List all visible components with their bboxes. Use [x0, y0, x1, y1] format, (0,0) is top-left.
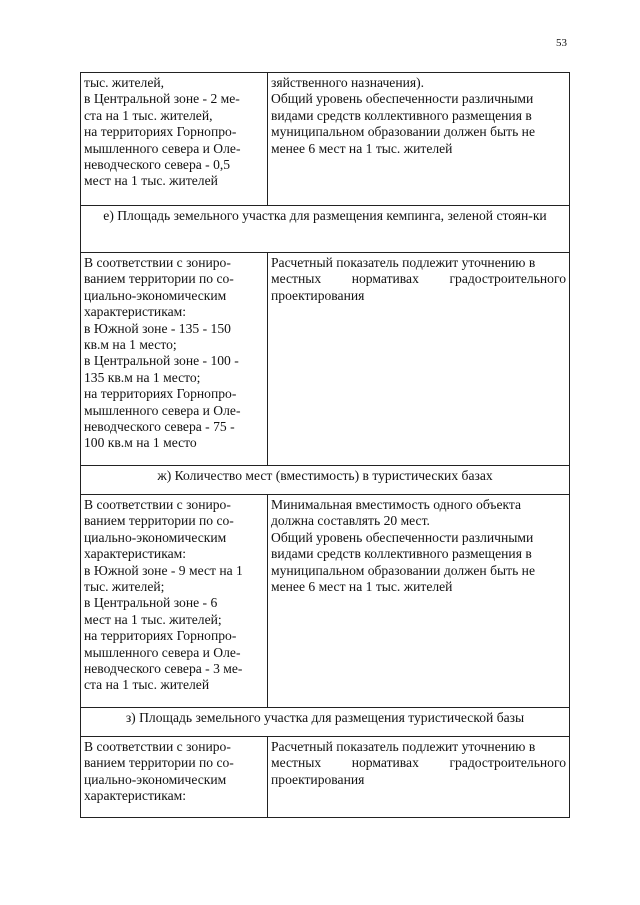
section-heading-zh: ж) Количество мест (вместимость) в туристических базах [81, 466, 570, 495]
table-cell-conditions [81, 253, 268, 466]
text-line: неводческого севера - 75 - [84, 419, 235, 435]
text-line: В соответствии с зониро- [84, 255, 231, 270]
text-line: Расчетный показатель подлежит уточнению в [271, 739, 536, 754]
text-line: мышленного севера и Оле- [84, 140, 241, 156]
text-line: зяйственного назначения). [271, 75, 425, 90]
table-row [81, 73, 570, 206]
text-line: ванием территории по со- [84, 271, 234, 287]
text-line: мышленного севера и Оле- [84, 402, 241, 418]
text-line: характеристикам: [84, 304, 187, 320]
table-row [81, 253, 570, 466]
text-line: ста на 1 тыс. жителей, [84, 107, 213, 123]
table-cell-conditions [81, 73, 268, 206]
text-line: циально-экономическим [84, 287, 227, 303]
text-line: ста на 1 тыс. жителей [84, 677, 210, 693]
text-line: менее 6 мест на 1 тыс. жителей [271, 579, 453, 595]
text-line: мест на 1 тыс. жителей; [84, 611, 222, 627]
text-line: на территориях Горнопро- [84, 386, 237, 402]
table-row [81, 737, 570, 818]
text-line: Минимальная вместимость одного объекта [271, 497, 522, 512]
table-cell-notes [268, 73, 570, 206]
text-line: должна составлять 20 мест. [271, 513, 430, 529]
table-cell-notes [268, 495, 570, 708]
text-line: Расчетный показатель подлежит уточнению в [271, 255, 536, 270]
page-number: 53 [556, 37, 567, 49]
text-line: Общий уровень обеспеченности различными [271, 91, 534, 107]
text-line: неводческого севера - 3 ме- [84, 661, 243, 677]
table-row [81, 495, 570, 708]
text-line: характеристикам: [84, 788, 187, 804]
text-line: видами средств коллективного размещения в [271, 546, 532, 562]
text-line: мест на 1 тыс. жителей [84, 173, 218, 189]
text-line: циально-экономическим [84, 771, 227, 787]
text-line: муниципальном образовании должен быть не [271, 562, 535, 578]
text-line: местных нормативах градостроительного [271, 271, 566, 287]
text-line: в Центральной зоне - 6 [84, 595, 218, 611]
text-line: проектирования [271, 771, 365, 787]
text-line: характеристикам: [84, 546, 187, 562]
text-line: видами средств коллективного размещения в [271, 107, 532, 123]
table-cell-notes [268, 737, 570, 818]
text-line: на территориях Горнопро- [84, 628, 237, 644]
text-line: местных нормативах градостроительного [271, 755, 566, 771]
text-line: муниципальном образовании должен быть не [271, 124, 535, 140]
table-cell-notes [268, 253, 570, 466]
text-line: тыс. жителей, [84, 75, 165, 90]
text-line: неводческого севера - 0,5 [84, 157, 231, 173]
text-line: В соответствии с зониро- [84, 739, 231, 754]
text-line: ванием территории по со- [84, 513, 234, 529]
text-line: в Центральной зоне - 2 ме- [84, 91, 240, 107]
text-line: в Центральной зоне - 100 - [84, 353, 239, 369]
text-line: В соответствии с зониро- [84, 497, 231, 512]
text-line: в Южной зоне - 9 мест на 1 [84, 562, 243, 578]
text-line: в Южной зоне - 135 - 150 [84, 320, 231, 336]
section-row [81, 708, 570, 737]
text-line: проектирования [271, 287, 365, 303]
text-line: 135 кв.м на 1 место; [84, 369, 201, 385]
text-line: ванием территории по со- [84, 755, 234, 771]
text-line: 100 кв.м на 1 место [84, 435, 197, 451]
section-heading-z: з) Площадь земельного участка для размещения туристической базы [81, 708, 570, 737]
section-row [81, 466, 570, 495]
norms-table [80, 72, 570, 818]
text-line: Общий уровень обеспеченности различными [271, 529, 534, 545]
text-line: мышленного севера и Оле- [84, 644, 241, 660]
text-line: циально-экономическим [84, 529, 227, 545]
text-line: тыс. жителей; [84, 579, 165, 595]
text-line: на территориях Горнопро- [84, 124, 237, 140]
table-cell-conditions [81, 737, 268, 818]
text-line: кв.м на 1 место; [84, 337, 177, 353]
section-row [81, 206, 570, 253]
text-line: менее 6 мест на 1 тыс. жителей [271, 140, 453, 156]
table-cell-conditions [81, 495, 268, 708]
section-heading-e: е) Площадь земельного участка для размещения кемпинга, зеленой стоян-ки [81, 206, 570, 253]
